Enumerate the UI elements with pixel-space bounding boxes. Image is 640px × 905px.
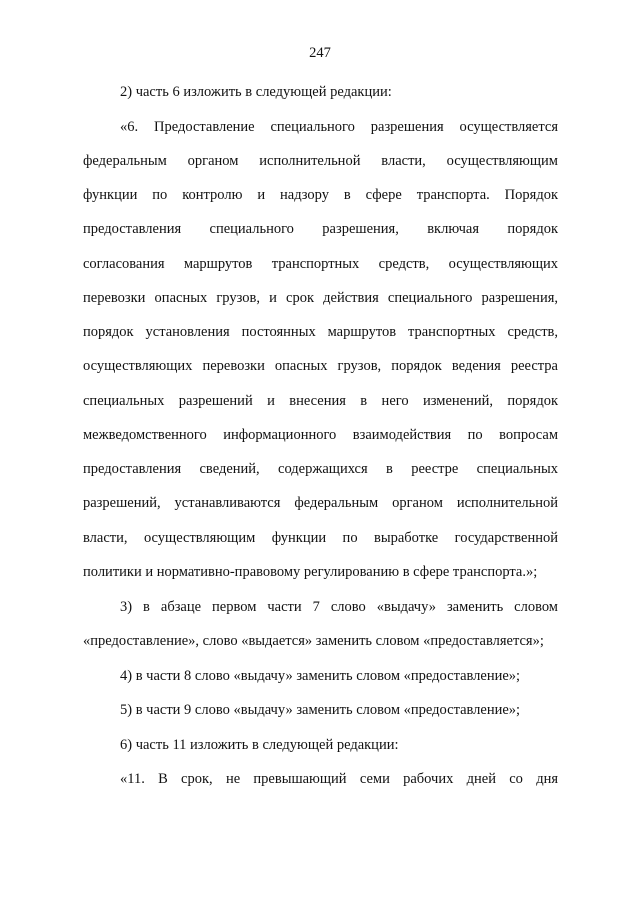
text-line: 3) в абзаце первом части 7 слово «выдачу» заменить словом xyxy=(120,599,558,615)
text-line: 4) в части 8 слово «выдачу» заменить словом «предоставление»; xyxy=(120,668,521,684)
text-line: предоставления сведений, содержащихся в реестре специальных xyxy=(83,461,558,477)
text-line: 6) часть 11 изложить в следующей редакции: xyxy=(120,737,399,753)
text-line: власти, осуществляющим функции по выработке государственной xyxy=(83,530,558,546)
text-line: «предоставление», слово «выдается» заменить словом «предоставляется»; xyxy=(83,633,544,649)
text-line: функции по контролю и надзору в сфере транспорта. Порядок xyxy=(83,187,558,203)
text-line: перевозки опасных грузов, и срок действия специального разрешения, xyxy=(83,290,558,306)
page-number: 247 xyxy=(309,45,331,61)
text-line: федеральным органом исполнительной власти, осуществляющим xyxy=(83,153,558,169)
text-line: осуществляющих перевозки опасных грузов, порядок ведения реестра xyxy=(83,358,558,374)
text-line: предоставления специального разрешения, включая порядок xyxy=(83,221,558,237)
text-line: 2) часть 6 изложить в следующей редакции: xyxy=(120,84,392,100)
text-line: разрешений, устанавливаются федеральным органом исполнительной xyxy=(83,495,558,511)
text-line: политики и нормативно-правовому регулированию в сфере транспорта.»; xyxy=(83,564,538,580)
text-line: «6. Предоставление специального разрешения осуществляется xyxy=(120,119,558,135)
text-line: 5) в части 9 слово «выдачу» заменить словом «предоставление»; xyxy=(120,702,521,718)
text-line: специальных разрешений и внесения в него изменений, порядок xyxy=(83,393,558,409)
text-line: межведомственного информационного взаимодействия по вопросам xyxy=(83,427,558,443)
text-line: согласования маршрутов транспортных средств, осуществляющих xyxy=(83,256,558,272)
text-line: порядок установления постоянных маршрутов транспортных средств, xyxy=(83,324,558,340)
text-line: «11. В срок, не превышающий семи рабочих дней со дня xyxy=(120,771,558,787)
